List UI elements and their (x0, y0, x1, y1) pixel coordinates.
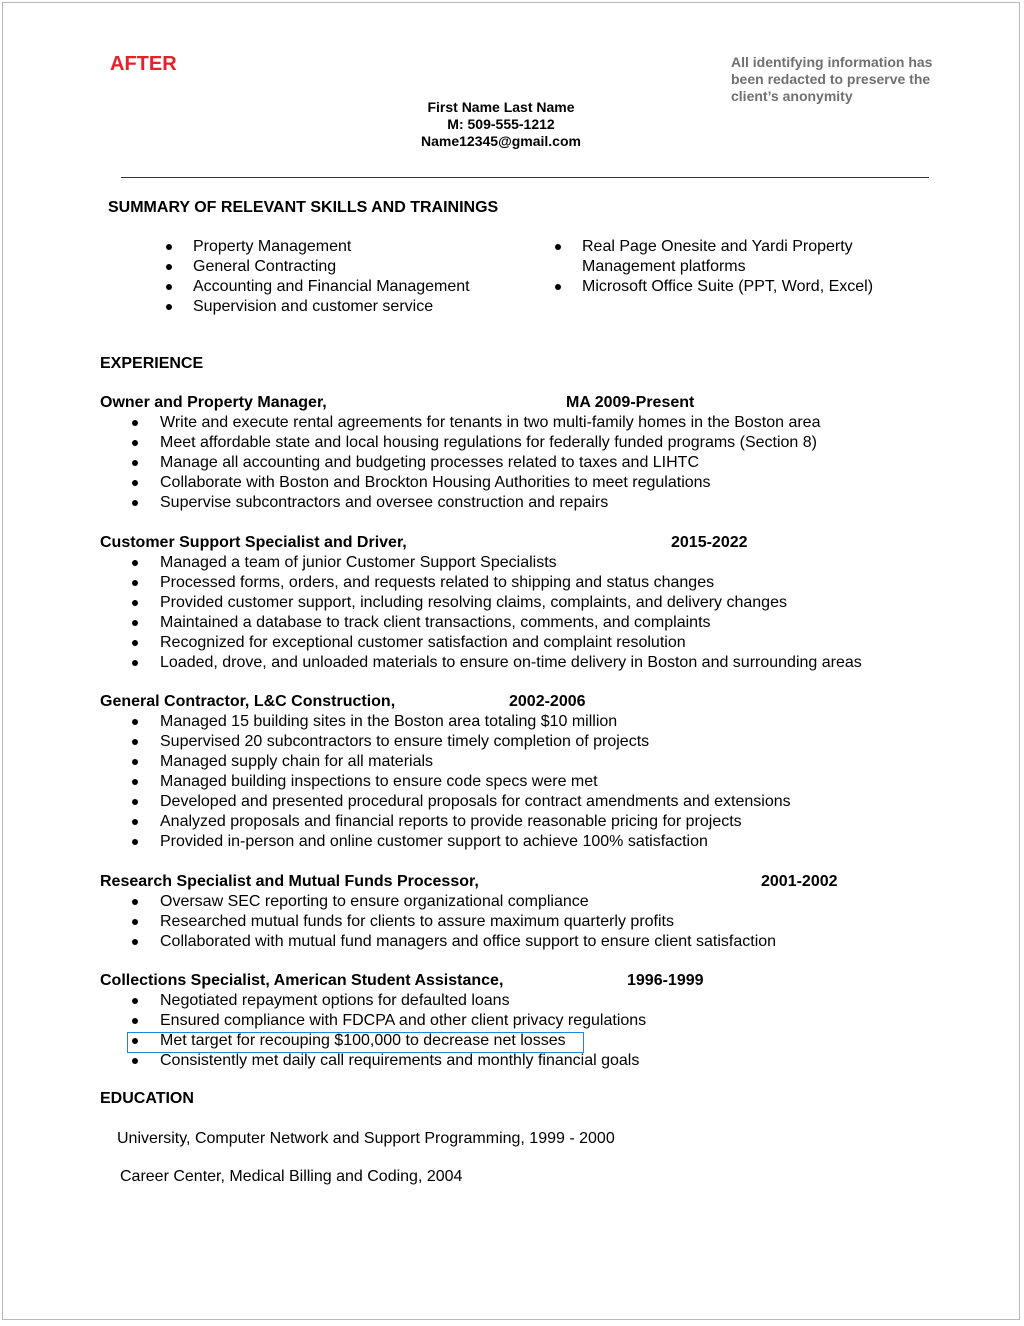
job-bullet: Write and execute rental agreements for tenants in two multi-family homes in the Boston area (160, 413, 960, 433)
job-bullet: Met target for recouping $100,000 to decrease net losses (160, 1031, 960, 1051)
job-bullet: Manage all accounting and budgeting processes related to taxes and LIHTC (160, 453, 960, 473)
job-dates: 1996-1999 (627, 972, 704, 989)
skills-list-right (582, 237, 912, 297)
job-dates: 2001-2002 (761, 873, 838, 890)
candidate-phone: M: 509-555-1212 (447, 116, 555, 132)
job-bullet: Analyzed proposals and financial reports to provide reasonable pricing for projects (160, 812, 960, 832)
job-title: Owner and Property Manager, (100, 394, 327, 411)
job-bullets (160, 413, 960, 513)
job-bullet: Negotiated repayment options for defaulted loans (160, 991, 960, 1011)
skills-list-left (193, 237, 523, 317)
job-bullet: Collaborate with Boston and Brockton Housing Authorities to meet regulations (160, 473, 960, 493)
job-entry (100, 533, 960, 673)
skill-item: General Contracting (193, 257, 523, 277)
job-bullet: Processed forms, orders, and requests related to shipping and status changes (160, 573, 960, 593)
job-entry (100, 872, 960, 952)
education-entry: University, Computer Network and Support Programming, 1999 - 2000 (117, 1130, 615, 1147)
job-bullets (160, 553, 960, 673)
job-title: Collections Specialist, American Student Assistance, (100, 972, 504, 989)
job-bullets (160, 712, 960, 852)
job-title: Research Specialist and Mutual Funds Processor, (100, 873, 479, 890)
education-heading: EDUCATION (100, 1090, 194, 1107)
job-bullet: Oversaw SEC reporting to ensure organizational compliance (160, 892, 960, 912)
skill-item: Supervision and customer service (193, 297, 523, 317)
job-bullet: Developed and presented procedural proposals for contract amendments and extensions (160, 792, 960, 812)
skill-item: Accounting and Financial Management (193, 277, 523, 297)
job-bullet: Ensured compliance with FDCPA and other client privacy regulations (160, 1011, 960, 1031)
job-bullet: Managed supply chain for all materials (160, 752, 960, 772)
job-bullet: Recognized for exceptional customer satisfaction and complaint resolution (160, 633, 960, 653)
job-title: General Contractor, L&C Construction, (100, 693, 396, 710)
job-bullets (160, 892, 960, 952)
job-bullet: Managed a team of junior Customer Support Specialists (160, 553, 960, 573)
resume-page (2, 2, 1020, 1320)
job-bullet: Provided customer support, including resolving claims, complaints, and delivery changes (160, 593, 960, 613)
job-bullet: Researched mutual funds for clients to assure maximum quarterly profits (160, 912, 960, 932)
job-bullet: Meet affordable state and local housing regulations for federally funded programs (Section 8) (160, 433, 960, 453)
experience-heading: EXPERIENCE (100, 355, 204, 372)
header-divider (121, 177, 929, 178)
candidate-email: Name12345@gmail.com (421, 133, 581, 149)
job-entry (100, 692, 960, 852)
job-bullets (160, 991, 960, 1071)
education-entry: Career Center, Medical Billing and Coding, 2004 (120, 1168, 463, 1185)
job-bullet: Managed building inspections to ensure code specs were met (160, 772, 960, 792)
selection-highlight[interactable] (127, 1032, 584, 1053)
job-entry (100, 971, 960, 1071)
job-bullet: Managed 15 building sites in the Boston area totaling $10 million (160, 712, 960, 732)
notice-line: client’s anonymity (731, 88, 853, 104)
notice-line: been redacted to preserve the (731, 71, 931, 87)
notice-line: All identifying information has (731, 54, 933, 70)
skill-item: Real Page Onesite and Yardi Property Management platforms (582, 237, 912, 277)
contact-block (391, 99, 611, 150)
skills-heading: SUMMARY OF RELEVANT SKILLS AND TRAININGS (108, 199, 499, 216)
job-bullet: Loaded, drove, and unloaded materials to ensure on-time delivery in Boston and surrounding areas (160, 653, 960, 673)
job-title: Customer Support Specialist and Driver, (100, 534, 407, 551)
skill-item: Property Management (193, 237, 523, 257)
job-bullet: Supervise subcontractors and oversee construction and repairs (160, 493, 960, 513)
job-bullet: Supervised 20 subcontractors to ensure timely completion of projects (160, 732, 960, 752)
candidate-name: First Name Last Name (427, 99, 575, 115)
job-dates: 2015-2022 (671, 534, 748, 551)
job-dates: MA 2009-Present (566, 394, 695, 411)
job-bullet: Provided in-person and online customer support to achieve 100% satisfaction (160, 832, 960, 852)
skill-item: Microsoft Office Suite (PPT, Word, Excel) (582, 277, 912, 297)
job-entry (100, 393, 960, 513)
job-bullet: Maintained a database to track client transactions, comments, and complaints (160, 613, 960, 633)
job-bullet: Collaborated with mutual fund managers and office support to ensure client satisfaction (160, 932, 960, 952)
job-bullet: Consistently met daily call requirements and monthly financial goals (160, 1051, 960, 1071)
job-dates: 2002-2006 (509, 693, 586, 710)
after-label: AFTER (110, 53, 177, 75)
anonymity-notice (731, 54, 971, 105)
